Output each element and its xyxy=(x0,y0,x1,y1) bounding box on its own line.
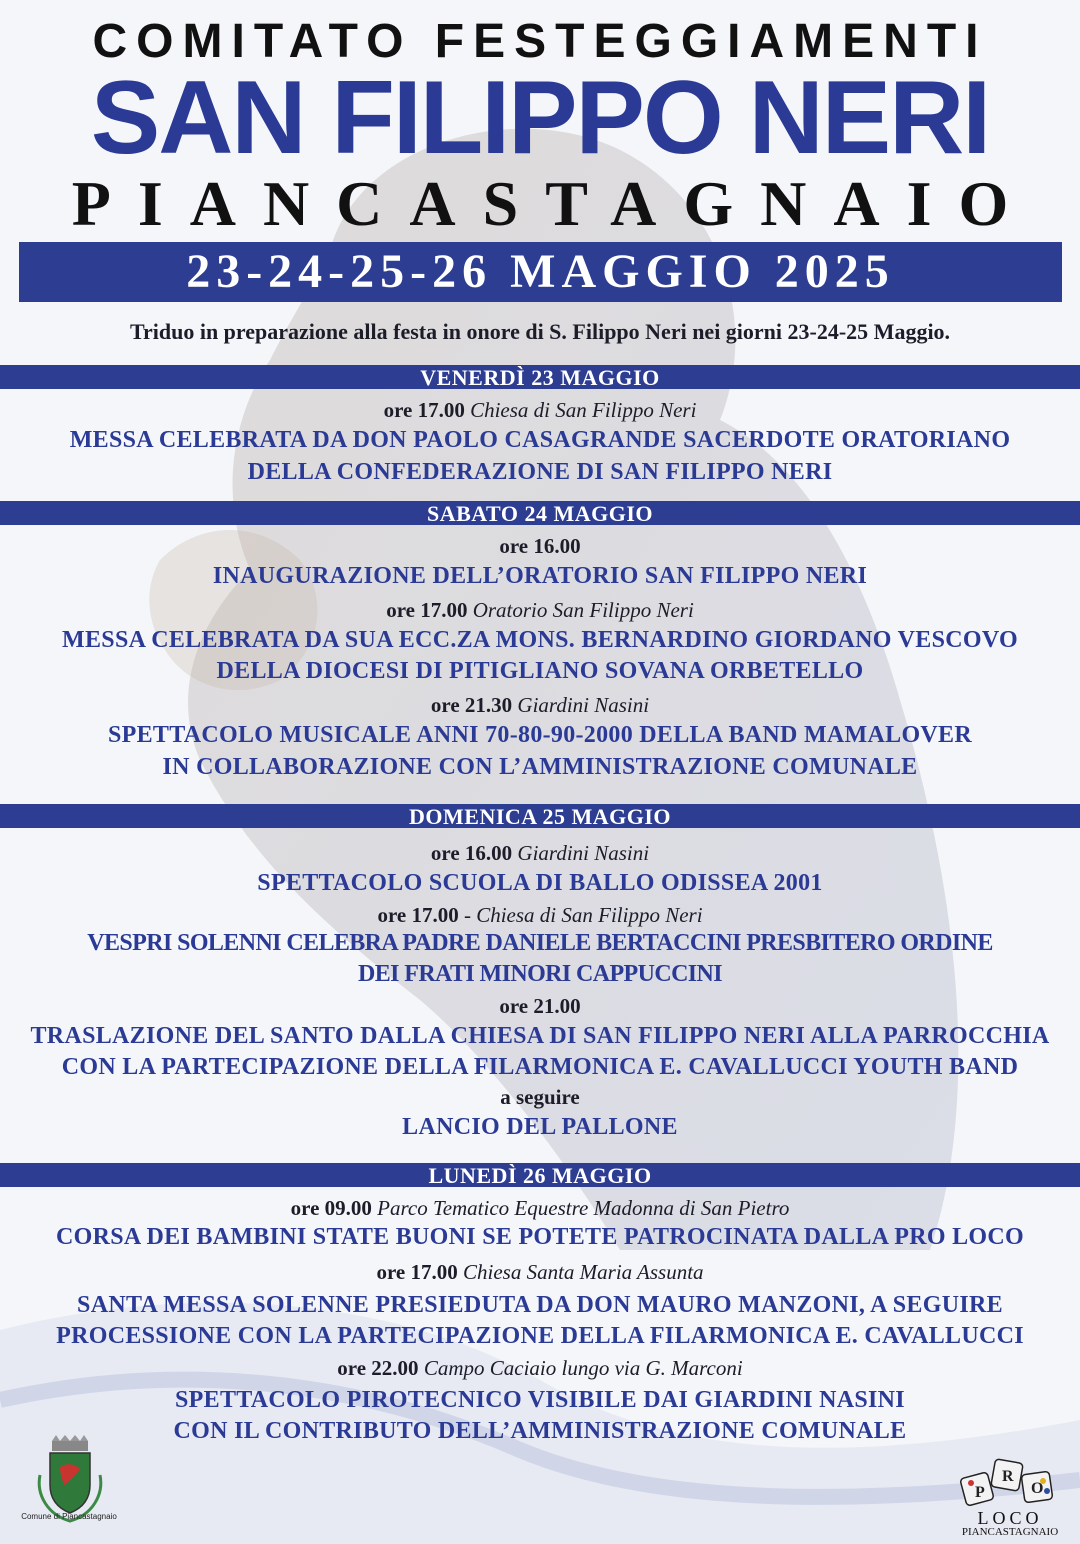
event-line: CON IL CONTRIBUTO DELL’AMMINISTRAZIONE COMUNALE xyxy=(173,1418,907,1444)
dice-letter: R xyxy=(1002,1468,1014,1485)
event-line: SPETTACOLO SCUOLA DI BALLO ODISSEA 2001 xyxy=(257,870,823,896)
time-value: ore 17.00 xyxy=(383,398,465,422)
time-value: ore 16.00 xyxy=(499,534,581,558)
time-line xyxy=(0,533,1080,559)
pro-loco-caption xyxy=(955,1510,1065,1538)
time-line xyxy=(0,1259,1080,1285)
time-line xyxy=(0,692,1080,718)
place-value: Chiesa di San Filippo Neri xyxy=(470,398,697,422)
event-line: LANCIO DEL PALLONE xyxy=(402,1114,678,1140)
event-line: SPETTACOLO MUSICALE ANNI 70-80-90-2000 DELLA BAND MAMALOVER xyxy=(108,722,972,748)
time-value: ore 09.00 xyxy=(290,1196,372,1220)
event-line: DELLA DIOCESI DI PITIGLIANO SOVANA ORBETELLO xyxy=(216,658,864,684)
time-line xyxy=(0,1195,1080,1221)
time-value: ore 17.00 xyxy=(386,598,468,622)
event-line: CORSA DEI BAMBINI STATE BUONI SE POTETE PATROCINATA DALLA PRO LOCO xyxy=(56,1224,1024,1250)
time-line xyxy=(0,902,1080,928)
pro-loco-name: LOCO xyxy=(977,1508,1043,1528)
place-value: Parco Tematico Equestre Madonna di San Pietro xyxy=(377,1196,790,1220)
saint-title: SAN FILIPPO NERI xyxy=(90,60,990,176)
time-line xyxy=(0,840,1080,866)
place-value: Giardini Nasini xyxy=(517,693,650,717)
event-line: SANTA MESSA SOLENNE PRESIEDUTA DA DON MAURO MANZONI, A SEGUIRE xyxy=(77,1292,1003,1318)
day-banner-saturday: SABATO 24 MAGGIO xyxy=(0,501,1080,525)
time-value: ore 17.00 xyxy=(377,903,459,927)
town-title: PIANCASTAGNAIO xyxy=(71,168,1036,239)
time-line xyxy=(0,993,1080,1019)
dates-banner: 23-24-25-26 MAGGIO 2025 xyxy=(19,242,1062,302)
event-line: INAUGURAZIONE DELL’ORATORIO SAN FILIPPO NERI xyxy=(212,563,868,589)
dice-letter: P xyxy=(975,1484,985,1501)
time-line xyxy=(0,597,1080,623)
time-line xyxy=(0,1355,1080,1381)
day-banner-monday: LUNEDÌ 26 MAGGIO xyxy=(0,1163,1080,1187)
day-banner-sunday: DOMENICA 25 MAGGIO xyxy=(0,804,1080,828)
pro-loco-town: PIANCASTAGNAIO xyxy=(961,1526,1059,1538)
dice-letter: O xyxy=(1031,1480,1044,1497)
time-value: ore 16.00 xyxy=(430,841,513,865)
time-value: ore 21.30 xyxy=(430,693,513,717)
day-banner-friday: VENERDÌ 23 MAGGIO xyxy=(0,365,1080,389)
place-value: Chiesa Santa Maria Assunta xyxy=(462,1260,704,1284)
pro-loco-dice-icon xyxy=(955,1455,1060,1515)
event-line: TRASLAZIONE DEL SANTO DALLA CHIESA DI SAN FILIPPO NERI ALLA PARROCCHIA xyxy=(30,1023,1050,1049)
event-line: SPETTACOLO PIROTECNICO VISIBILE DAI GIARDINI NASINI xyxy=(175,1387,905,1413)
place-value: Giardini Nasini xyxy=(517,841,650,865)
committee-title: COMITATO FESTEGGIAMENTI xyxy=(92,15,988,68)
event-line: DEI FRATI MINORI CAPPUCCINI xyxy=(357,961,723,987)
event-line: PROCESSIONE CON LA PARTECIPAZIONE DELLA FILARMONICA E. CAVALLUCCI xyxy=(56,1323,1024,1349)
time-value: ore 22.00 xyxy=(337,1356,419,1380)
place-value: Campo Caciaio lungo via G. Marconi xyxy=(423,1356,743,1380)
intro-text: Triduo in preparazione alla festa in onore di S. Filippo Neri nei giorni 23-24-25 Maggio. xyxy=(129,319,951,344)
time-line xyxy=(0,397,1080,423)
place-value: Oratorio San Filippo Neri xyxy=(472,598,694,622)
event-line: DELLA CONFEDERAZIONE DI SAN FILIPPO NERI xyxy=(247,459,833,485)
time-value: a seguire xyxy=(500,1085,580,1109)
time-value: ore 17.00 xyxy=(376,1260,458,1284)
event-line: VESPRI SOLENNI CELEBRA PADRE DANIELE BERTACCINI PRESBITERO ORDINE xyxy=(87,930,993,956)
event-line: CON LA PARTECIPAZIONE DELLA FILARMONICA E. CAVALLUCCI YOUTH BAND xyxy=(61,1054,1019,1080)
event-line: MESSA CELEBRATA DA SUA ECC.ZA MONS. BERNARDINO GIORDANO VESCOVO xyxy=(62,627,1018,653)
municipality-caption: Comune di Piancastagnaio xyxy=(21,1512,117,1521)
event-line: IN COLLABORAZIONE CON L’AMMINISTRAZIONE COMUNALE xyxy=(162,754,918,780)
time-value: ore 21.00 xyxy=(499,994,581,1018)
time-line xyxy=(0,1084,1080,1110)
event-line: MESSA CELEBRATA DA DON PAOLO CASAGRANDE SACERDOTE ORATORIANO xyxy=(69,427,1011,453)
place-value: - Chiesa di San Filippo Neri xyxy=(463,903,703,927)
